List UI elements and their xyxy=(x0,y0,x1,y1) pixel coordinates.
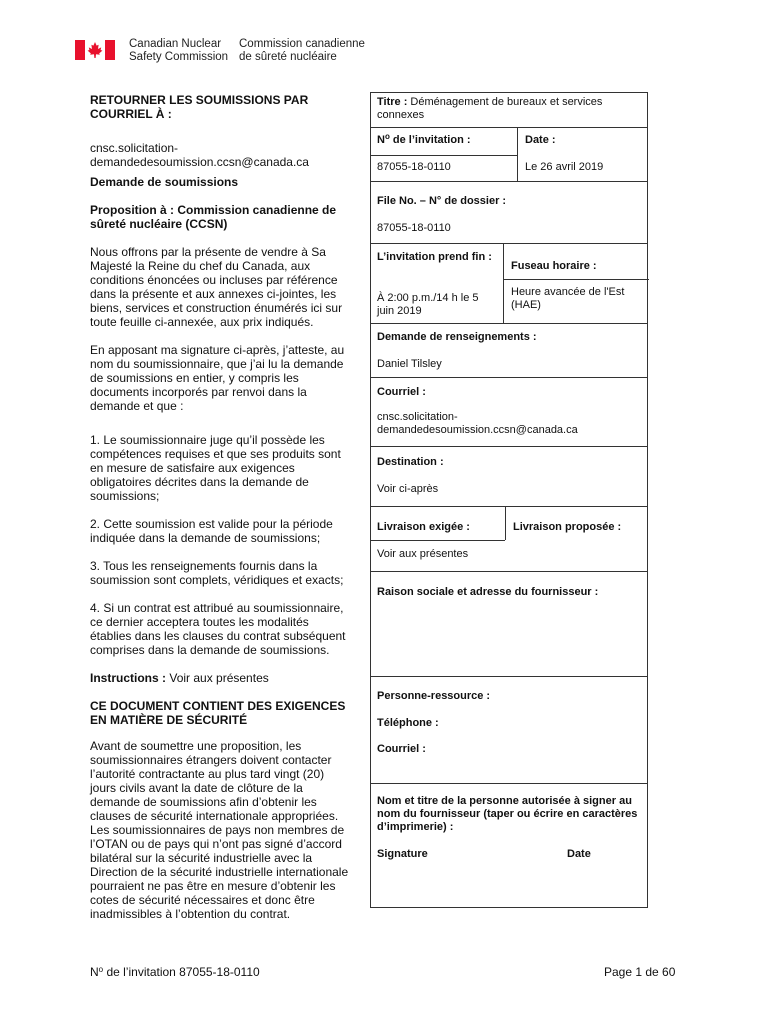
proposition-heading: Proposition à : Commission canadienne de sûreté nucléaire (CCSN) xyxy=(90,203,337,231)
divider xyxy=(371,571,647,572)
solicitation-info-box xyxy=(370,92,648,908)
destination-value: Voir ci-après xyxy=(377,483,439,495)
date-value: Le 26 avril 2019 xyxy=(525,161,604,173)
instructions-value: Voir aux présentes xyxy=(166,671,269,685)
divider xyxy=(503,279,649,280)
security-paragraph: Avant de soumettre une proposition, les soumissionnaires étrangers doivent contacter l’autorité contractante au plus tard vingt (20) jours civils avant la date de clôture de la demande de soumissions afin d’obtenir les clauses de sécurité internationale appropriées. Les soumissionnaires de pays non membres de l’OTAN ou de pays qui n’ont pas signé d’accord bilatéral sur la sécurité industrielle avec la Direction de la sécurité industrielle internationale pourraient ne pas être en mesure d’obtenir les cotes de sécurité nécessaires et donc être inadmissibles à l’obtention du contrat. xyxy=(90,739,349,921)
return-email: cnsc.solicitation-demandedesoumission.ccsn@canada.ca xyxy=(90,141,309,169)
end-value: À 2:00 p.m./14 h le 5 juin 2019 xyxy=(377,292,479,317)
livraison-proposee-label: Livraison proposée : xyxy=(513,521,622,533)
divider xyxy=(371,540,505,541)
livraison-value: Voir aux présentes xyxy=(377,548,469,560)
instructions-line xyxy=(90,671,352,699)
divider xyxy=(371,783,647,784)
signing-paragraph: En apposant ma signature ci-après, j’atteste, au nom du soumissionnaire, que j’ai lu la demande de soumissions en entier, y compris les documents incorporés par renvoi dans la demande et que : xyxy=(90,343,345,413)
signature-label: Signature xyxy=(377,848,428,860)
personne-label: Personne-ressource : xyxy=(377,690,491,702)
titre-label: Titre : xyxy=(377,96,408,108)
condition-item-4: 4. Si un contrat est attribué au soumissionnaire, ce dernier acceptera toutes les modalités établies dans les clauses du contrat subséquent comprises dans la demande de soumissions. xyxy=(90,601,346,657)
divider xyxy=(505,506,506,540)
end-label: L’invitation prend fin : xyxy=(377,251,492,263)
divider xyxy=(503,243,504,323)
security-title: CE DOCUMENT CONTIENT DES EXIGENCES EN MATIÈRE DE SÉCURITÉ xyxy=(90,699,346,727)
org-name-french: Commission canadienne de sûreté nucléaire xyxy=(239,38,365,63)
timezone-label: Fuseau horaire : xyxy=(511,260,597,272)
footer-invitation: $N^o$ de l’invitation 87055-18-0110 xyxy=(90,965,260,979)
destination-label: Destination : xyxy=(377,456,444,468)
authorized-person-label: Nom et titre de la personne autorisée à signer au nom du fournisseur (taper ou écrire en caractères d’imprimerie) : xyxy=(377,795,638,833)
return-title: RETOURNER LES SOUMISSIONS PAR COURRIEL À : xyxy=(90,93,309,121)
invitation-label: $N^o$ de l’invitation : xyxy=(377,132,471,146)
livraison-exigee-label: Livraison exigée : xyxy=(377,521,470,533)
file-label: File No. – N° de dossier : xyxy=(377,195,507,207)
courriel-label: Courriel : xyxy=(377,386,426,398)
divider xyxy=(371,676,647,677)
demande-heading: Demande de soumissions xyxy=(90,175,239,189)
divider xyxy=(371,446,647,447)
divider xyxy=(371,243,647,244)
courriel-value: cnsc.solicitation-demandedesoumission.ccsn@canada.ca xyxy=(377,411,578,436)
titre-cell xyxy=(371,96,647,122)
telephone-label: Téléphone : xyxy=(377,717,439,729)
condition-item-1: 1. Le soumissionnaire juge qu’il possède les compétences requises et que ses produits sont en mesure de satisfaire aux exigences obligatoires décrites dans la demande de soumissions; xyxy=(90,433,341,503)
titre-value: Déménagement de bureaux et services connexes xyxy=(377,96,603,121)
divider xyxy=(517,127,518,181)
divider xyxy=(371,323,647,324)
timezone-value: Heure avancée de l'Est (HAE) xyxy=(511,286,625,311)
courriel2-label: Courriel : xyxy=(377,743,426,755)
divider xyxy=(371,181,647,182)
divider xyxy=(371,506,647,507)
date-label: Date : xyxy=(525,134,556,146)
condition-item-2: 2. Cette soumission est valide pour la période indiquée dans la demande de soumissions; xyxy=(90,517,333,545)
date2-label: Date xyxy=(567,848,591,860)
condition-item-3: 3. Tous les renseignements fournis dans la soumission sont complets, véridiques et exacts; xyxy=(90,559,344,587)
org-name-english: Canadian Nuclear Safety Commission xyxy=(129,38,229,63)
raison-label: Raison sociale et adresse du fournisseur : xyxy=(377,586,599,598)
file-value: 87055-18-0110 xyxy=(377,222,451,234)
invitation-value: 87055-18-0110 xyxy=(377,161,451,173)
page-number: Page 1 de 60 xyxy=(604,965,676,979)
divider xyxy=(371,377,647,378)
divider xyxy=(371,127,647,128)
info-value: Daniel Tilsley xyxy=(377,358,442,370)
instructions-label: Instructions : xyxy=(90,671,167,685)
offer-paragraph: Nous offrons par la présente de vendre à Sa Majesté la Reine du chef du Canada, aux conditions énoncées ou incluses par référence dans la présente et aux annexes ci-jointes, les biens, services et construction énumérés ici sur toute feuille ci-annexée, aux prix indiqués. xyxy=(90,245,343,329)
canada-flag-icon xyxy=(75,40,115,60)
info-label: Demande de renseignements : xyxy=(377,331,537,343)
page-header xyxy=(75,38,395,64)
left-column xyxy=(90,93,352,921)
divider xyxy=(371,155,517,156)
